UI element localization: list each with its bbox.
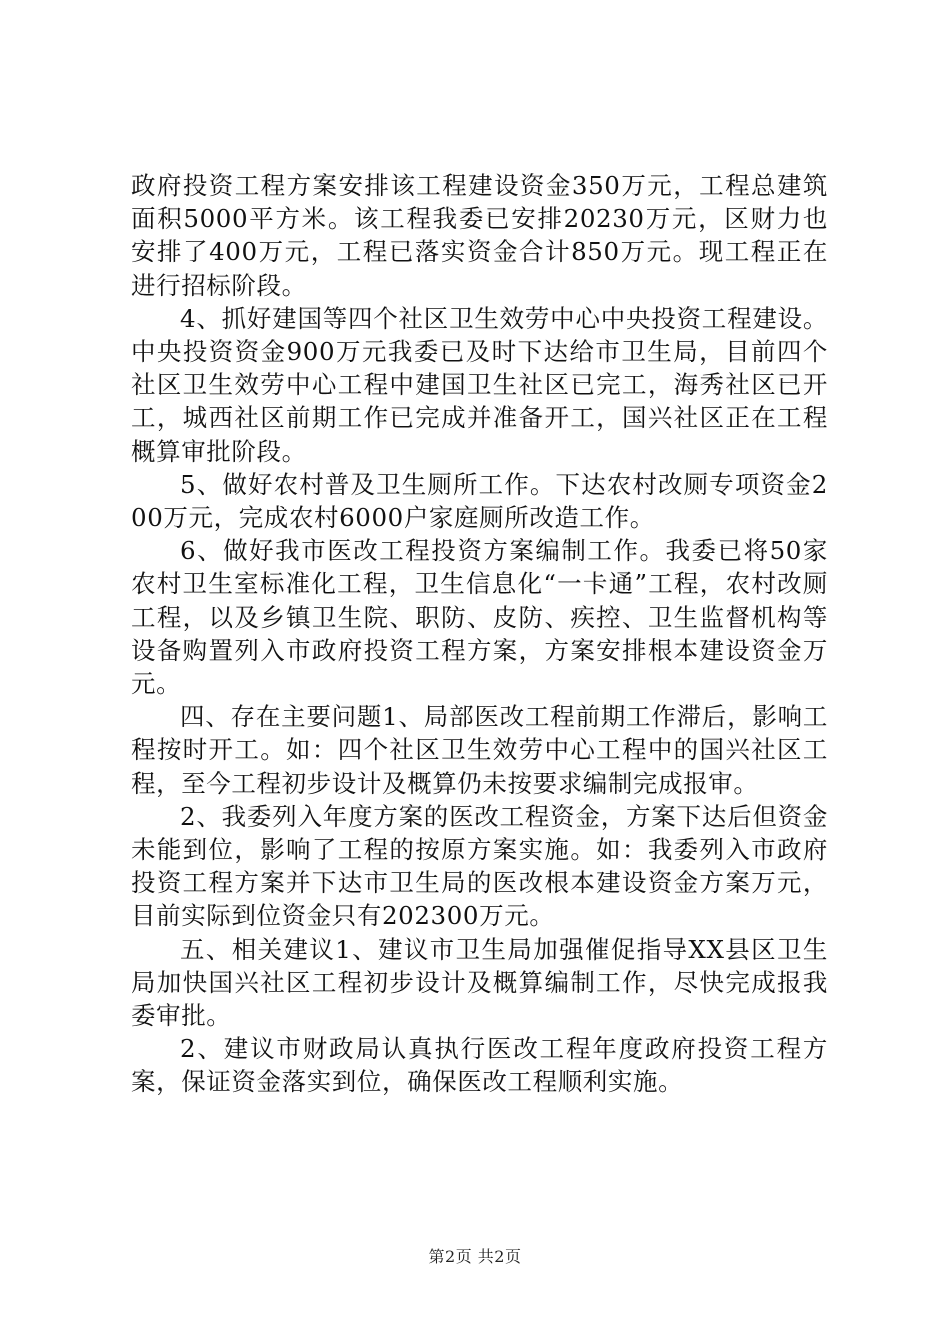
document-body [131, 169, 828, 1099]
paragraph-problem-2: 2、我委列入年度方案的医改工程资金，方案下达后但资金未能到位，影响了工程的按原方案实施。如：我委列入市政府投资工程方案并下达市卫生局的医改根本建设资金方案万元，目前实际到位资金只有202300万元。 [131, 801, 828, 931]
page-number-label: 第2页 共2页 [428, 1247, 522, 1266]
page-footer [0, 1244, 950, 1267]
paragraph-suggestion-2: 2、建议市财政局认真执行医改工程年度政府投资工程方案，保证资金落实到位，确保医改工程顺利实施。 [131, 1034, 828, 1097]
paragraph-item-5: 5、做好农村普及卫生厕所工作。下达农村改厕专项资金200万元，完成农村6000户家庭厕所改造工作。 [131, 469, 828, 533]
paragraph-section-4-problems: 四、存在主要问题1、局部医改工程前期工作滞后，影响工程按时开工。如：四个社区卫生效劳中心工程中的国兴社区工程，至今工程初步设计及概算仍未按要求编制完成报审。 [131, 702, 828, 798]
paragraph-continuation: 政府投资工程方案安排该工程建设资金350万元，工程总建筑面积5000平方米。该工程我委已安排20230万元，区财力也安排了400万元，工程已落实资金合计850万元。现工程正在进行招标阶段。 [131, 171, 828, 300]
paragraph-section-5-suggestions: 五、相关建议1、建议市卫生局加强催促指导XX县区卫生局加快国兴社区工程初步设计及概算编制工作，尽快完成报我委审批。 [131, 934, 828, 1031]
paragraph-item-4: 4、抓好建国等四个社区卫生效劳中心中央投资工程建设。中央投资资金900万元我委已及时下达给市卫生局，目前四个社区卫生效劳中心工程中建国卫生社区已完工，海秀社区已开工，城西社区前期工作已完成并准备开工，国兴社区正在工程概算审批阶段。 [131, 303, 828, 466]
paragraph-item-6: 6、做好我市医改工程投资方案编制工作。我委已将50家农村卫生室标准化工程，卫生信息化“一卡通”工程，农村改厕工程，以及乡镇卫生院、职防、皮防、疾控、卫生监督机构等设备购置列入市政府投资工程方案，方案安排根本建设资金万元。 [131, 536, 828, 699]
